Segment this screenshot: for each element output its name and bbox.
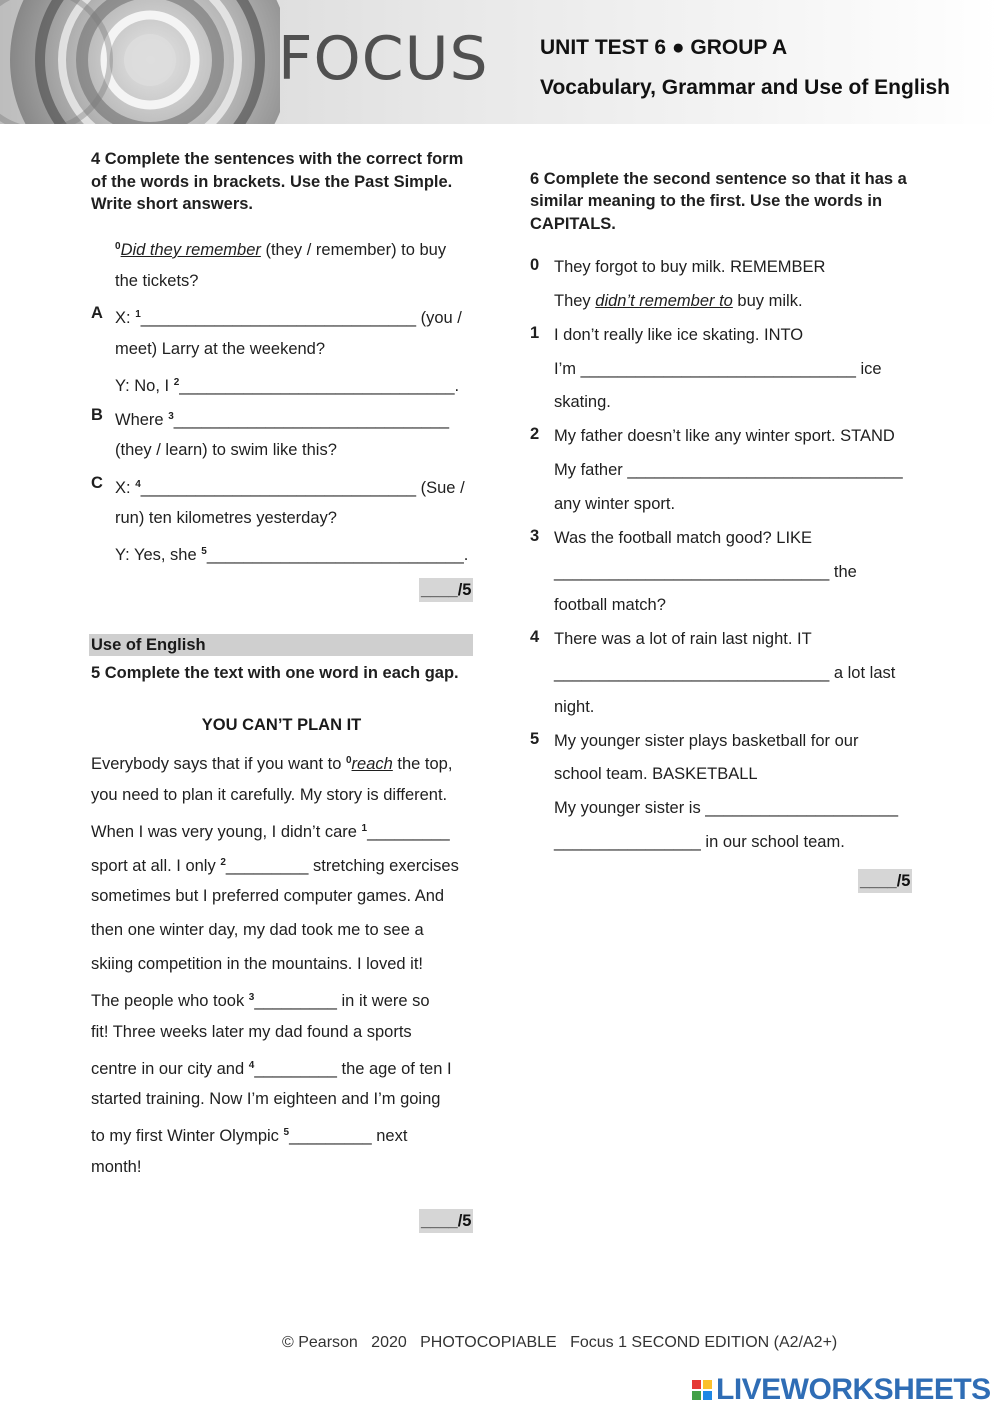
ex5-text: The people who took: [91, 992, 249, 1010]
ex5-line: you need to plan it carefully. My story is different.: [91, 786, 448, 804]
ex4-instruction-line3: Write short answers.: [91, 195, 253, 213]
ex6-q3-line1: Was the football match good? LIKE: [554, 529, 813, 547]
ex4-a-line3[interactable]: [115, 372, 459, 397]
ex6-q0-line1: They forgot to buy milk. REMEMBER: [554, 258, 826, 276]
ex4-gap-number: 2: [173, 377, 180, 388]
logo-square: [692, 1380, 701, 1389]
ex4-label-a: A: [91, 304, 103, 322]
ex6-number-5: 5: [530, 730, 540, 748]
ex6-q2-line3: any winter sport.: [554, 495, 676, 513]
ex5-gap-number: 0: [345, 755, 352, 766]
ex5-line: started training. Now I’m eighteen and I’m going: [91, 1090, 441, 1108]
ex6-q5-gap-continued[interactable]: ________________ in our school team.: [554, 833, 845, 851]
ex4-a-prefix: X:: [115, 309, 136, 327]
ex4-b-prefix: Where: [115, 411, 169, 429]
ex4-example-line1: [115, 236, 446, 261]
ex4-instruction-line2: of the words in brackets. Use the Past Simple.: [91, 173, 453, 191]
liveworksheets-grid-icon: [692, 1380, 712, 1400]
ex4-example-answer: Did they remember: [120, 241, 261, 259]
ex5-line[interactable]: [91, 1055, 452, 1080]
ex6-number-2: 2: [530, 425, 540, 443]
ex5-gap-number: 2: [220, 857, 226, 868]
ex5-gap-number: 4: [248, 1060, 255, 1071]
ex5-text-title: YOU CAN’T PLAN IT: [201, 716, 362, 734]
logo-square: [703, 1391, 712, 1400]
ex6-instruction-line2: similar meaning to the first. Use the words in: [530, 192, 883, 210]
ex6-q4-gap[interactable]: ______________________________ a lot last: [554, 664, 896, 682]
focus-rings-logo: [0, 0, 280, 124]
ex6-q5-line2: school team. BASKETBALL: [554, 765, 758, 783]
ex5-example-answer: reach: [351, 755, 393, 773]
unit-subtitle: Vocabulary, Grammar and Use of English: [540, 76, 951, 99]
ex4-a-line2: meet) Larry at the weekend?: [115, 340, 326, 358]
ex6-q3-gap[interactable]: ______________________________ the: [554, 563, 857, 581]
ex6-q5-gap[interactable]: My younger sister is _____________________: [554, 799, 899, 817]
ex5-line: skiing competition in the mountains. I loved it!: [91, 955, 424, 973]
ex6-q4-line3: night.: [554, 698, 595, 716]
ex4-gap-number: 3: [168, 411, 174, 422]
unit-title: UNIT TEST 6 ● GROUP A: [540, 36, 788, 59]
liveworksheets-logo: [692, 1375, 991, 1405]
ex5-line[interactable]: [91, 818, 450, 843]
ex6-number-0: 0: [530, 256, 540, 274]
ex6-number-3: 3: [530, 527, 540, 545]
ex5-line: month!: [91, 1158, 142, 1176]
ex5-line: then one winter day, my dad took me to see a: [91, 921, 424, 939]
ex5-text: When I was very young, I didn’t care: [91, 823, 362, 841]
ex4-label-b: B: [91, 406, 103, 424]
ex5-line: [91, 750, 452, 775]
ex6-number-4: 4: [530, 628, 540, 646]
ex5-text: sport at all. I only: [91, 857, 221, 875]
copyright-footer: © Pearson 2020 PHOTOCOPIABLE Focus 1 SECOND EDITION (A2/A2+): [282, 1334, 838, 1351]
ex6-text: buy milk.: [732, 292, 803, 310]
ex5-gap-1[interactable]: _________: [367, 823, 450, 841]
use-of-english-heading: Use of English: [89, 634, 473, 656]
ex6-q2-line1: My father doesn’t like any winter sport. STAND: [554, 427, 895, 445]
ex4-example-text: (they / remember) to buy: [260, 241, 447, 259]
logo-square: [692, 1391, 701, 1400]
ex5-instruction: 5 Complete the text with one word in each gap.: [91, 664, 459, 682]
ex6-q2-gap[interactable]: My father ______________________________: [554, 461, 903, 479]
ex4-instruction-line1: 4 Complete the sentences with the correct form: [91, 150, 464, 168]
ex6-number-1: 1: [530, 324, 540, 342]
ex4-c-line2: run) ten kilometres yesterday?: [115, 509, 337, 527]
ex6-instruction-line1: 6 Complete the second sentence so that it has a: [530, 170, 907, 188]
ex6-q1-line3: skating.: [554, 393, 611, 411]
ex6-q5-line1: My younger sister plays basketball for our: [554, 732, 859, 750]
ex5-gap-3[interactable]: _________ in it were so: [254, 992, 430, 1010]
ex4-gap-number: 5: [201, 546, 207, 557]
ex4-score-box[interactable]: ____/5: [419, 578, 473, 602]
ex5-text: to my first Winter Olympic: [91, 1127, 284, 1145]
ex4-c-line3[interactable]: [115, 541, 468, 566]
ex5-line[interactable]: [91, 987, 430, 1012]
ex4-gap-number: 1: [135, 309, 141, 320]
page-header: [0, 0, 1000, 124]
ex4-c-line1[interactable]: [115, 474, 465, 499]
ex5-gap-number: 5: [283, 1127, 290, 1138]
ex4-gap-1[interactable]: ______________________________ (you /: [140, 309, 462, 327]
ex4-label-c: C: [91, 474, 103, 492]
ex4-gap-2[interactable]: ______________________________.: [179, 377, 460, 395]
ex4-c-prefix: X:: [115, 479, 136, 497]
ex4-b-line2: (they / learn) to swim like this?: [115, 441, 337, 459]
ex4-gap-number: 4: [135, 479, 141, 490]
ex6-q0-line2: [554, 290, 803, 312]
liveworksheets-wordmark: LIVEWORKSHEETS: [716, 1373, 991, 1406]
ex5-gap-2[interactable]: _________ stretching exercises: [225, 857, 459, 875]
ex6-instruction-line3: CAPITALS.: [530, 215, 616, 233]
ex6-score-box[interactable]: ____/5: [858, 869, 912, 893]
ex5-line[interactable]: [91, 1122, 407, 1147]
ex5-line: fit! Three weeks later my dad found a sports: [91, 1023, 412, 1041]
ex4-b-line1[interactable]: [115, 406, 449, 431]
ex4-c-reply: Y: Yes, she: [115, 546, 202, 564]
ex5-score-box[interactable]: ____/5: [419, 1209, 473, 1233]
brand-logo-text: FOCUS: [278, 24, 489, 94]
ex5-gap-number: 1: [361, 823, 368, 834]
ex6-q3-line3: football match?: [554, 596, 666, 614]
ex6-q1-gap[interactable]: I’m ______________________________ ice: [554, 360, 882, 378]
ex5-gap-5[interactable]: _________ next: [289, 1127, 408, 1145]
ex4-gap-3[interactable]: ______________________________: [173, 411, 450, 429]
ex5-text: the top,: [392, 755, 453, 773]
ex4-gap-5[interactable]: ____________________________.: [206, 546, 469, 564]
ex5-text: Everybody says that if you want to: [91, 755, 346, 773]
ex5-line: sometimes but I preferred computer games. And: [91, 887, 445, 905]
ex5-gap-number: 3: [248, 992, 255, 1003]
logo-square: [703, 1380, 712, 1389]
ex5-text: centre in our city and: [91, 1060, 249, 1078]
ex6-q1-line1: I don’t really like ice skating. INTO: [554, 326, 804, 344]
ex4-example-line2: the tickets?: [115, 272, 199, 290]
ex4-a-line1[interactable]: [115, 304, 462, 329]
ex6-text: They: [554, 292, 596, 310]
ex4-example-number: 0: [115, 241, 121, 252]
ex4-gap-4[interactable]: ______________________________ (Sue /: [140, 479, 465, 497]
ex4-a-reply: Y: No, I: [115, 377, 174, 395]
ex5-line[interactable]: [91, 852, 459, 877]
ex5-gap-4[interactable]: _________ the age of ten I: [254, 1060, 452, 1078]
ex6-q4-line1: There was a lot of rain last night. IT: [554, 630, 812, 648]
ex6-example-answer: didn’t remember to: [595, 292, 733, 310]
